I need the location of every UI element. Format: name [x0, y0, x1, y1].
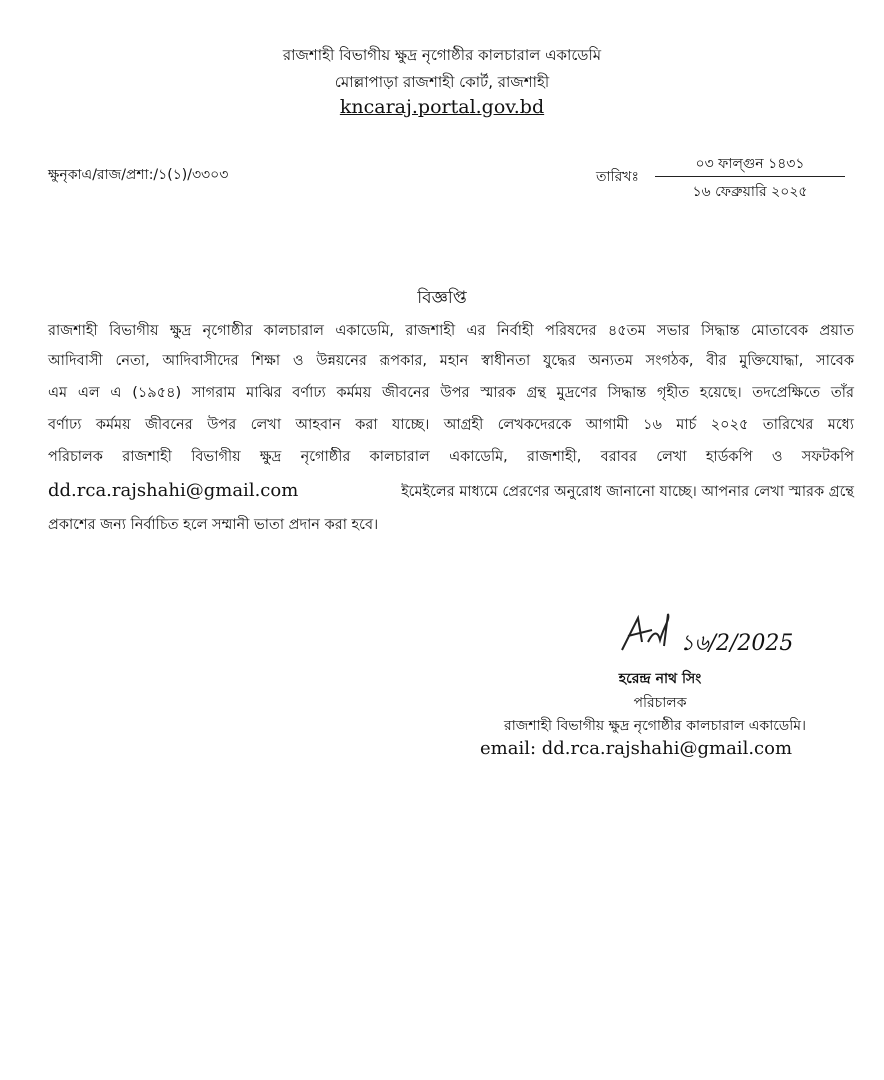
date-english: ১৬ ফেব্রুয়ারি ২০২৫ — [692, 184, 808, 200]
signatory-email[interactable]: email: dd.rca.rajshahi@gmail.com — [480, 738, 793, 759]
notice-line: পরিচালক রাজশাহী বিভাগীয় ক্ষুদ্র নৃগোষ্ঠীর কালচারাল একাডেমি, রাজশাহী, বরাবর লেখা হার্ডকপি ও সফটকপি — [48, 449, 854, 465]
notice-line: আদিবাসী নেতা, আদিবাসীদের শিক্ষা ও উন্নয়নের রূপকার, মহান স্বাধীনতা যুদ্ধের অন্যতম সংগঠক, বীর মুক্তিযোদ্ধা, সাবেক — [48, 353, 854, 369]
organization-address: মোল্লাপাড়া রাজশাহী কোর্ট, রাজশাহী — [334, 73, 550, 91]
notice-line: প্রকাশের জন্য নির্বাচিত হলে সম্মানী ভাতা প্রদান করা হবে। — [48, 517, 379, 533]
notice-email-link[interactable]: dd.rca.rajshahi@gmail.com — [48, 480, 299, 501]
date-divider — [655, 176, 845, 177]
signatory-organization: রাজশাহী বিভাগীয় ক্ষুদ্র নৃগোষ্ঠীর কালচারাল একাডেমি। — [504, 718, 806, 734]
signatory-designation: পরিচালক — [633, 695, 687, 711]
notice-title: বিজ্ঞপ্তি — [417, 288, 467, 308]
signature-date: ১৬/2/2025 — [680, 631, 794, 656]
notice-line: ইমেইলের মাধ্যমে প্রেরণের অনুরোধ জানানো যাচ্ছে। আপনার লেখা স্মারক গ্রন্থে — [401, 484, 854, 500]
notice-line: এম এল এ (১৯৫৪) সাগরাম মাঝির বর্ণাঢ্য কর্মময় জীবনের উপর স্মারক গ্রন্থ মুদ্রণের সিদ্ধান্ত গৃহীত হয়েছে। তদপ্রেক্ষিতে তাঁর — [48, 385, 854, 401]
notice-line: বর্ণাঢ্য কর্মময় জীবনের উপর লেখা আহবান করা যাচ্ছে। আগ্রহী লেখকদেরকে আগামী ১৬ মার্চ ২০২৫ তারিখের মধ্যে — [48, 417, 854, 433]
memo-number: ক্ষুনৃকাএ/রাজ/প্রশা:/১(১)/৩৩০৩ — [48, 167, 229, 183]
signatory-name: হরেন্দ্র নাথ সিং — [618, 671, 702, 687]
organization-name: রাজশাহী বিভাগীয় ক্ষুদ্র নৃগোষ্ঠীর কালচারাল একাডেমি — [282, 46, 602, 64]
notice-email-line — [48, 480, 854, 505]
notice-line: রাজশাহী বিভাগীয় ক্ষুদ্র নৃগোষ্ঠীর কালচারাল একাডেমি, রাজশাহী এর নির্বাহী পরিষদের ৪৫তম সভার সিদ্ধান্ত মোতাবেক প্রয়াত — [48, 323, 854, 339]
date-bangla: ০৩ ফাল্গুন ১৪৩১ — [695, 156, 805, 172]
date-label: তারিখঃ — [596, 169, 639, 185]
website-link[interactable]: kncaraj.portal.gov.bd — [339, 96, 545, 118]
